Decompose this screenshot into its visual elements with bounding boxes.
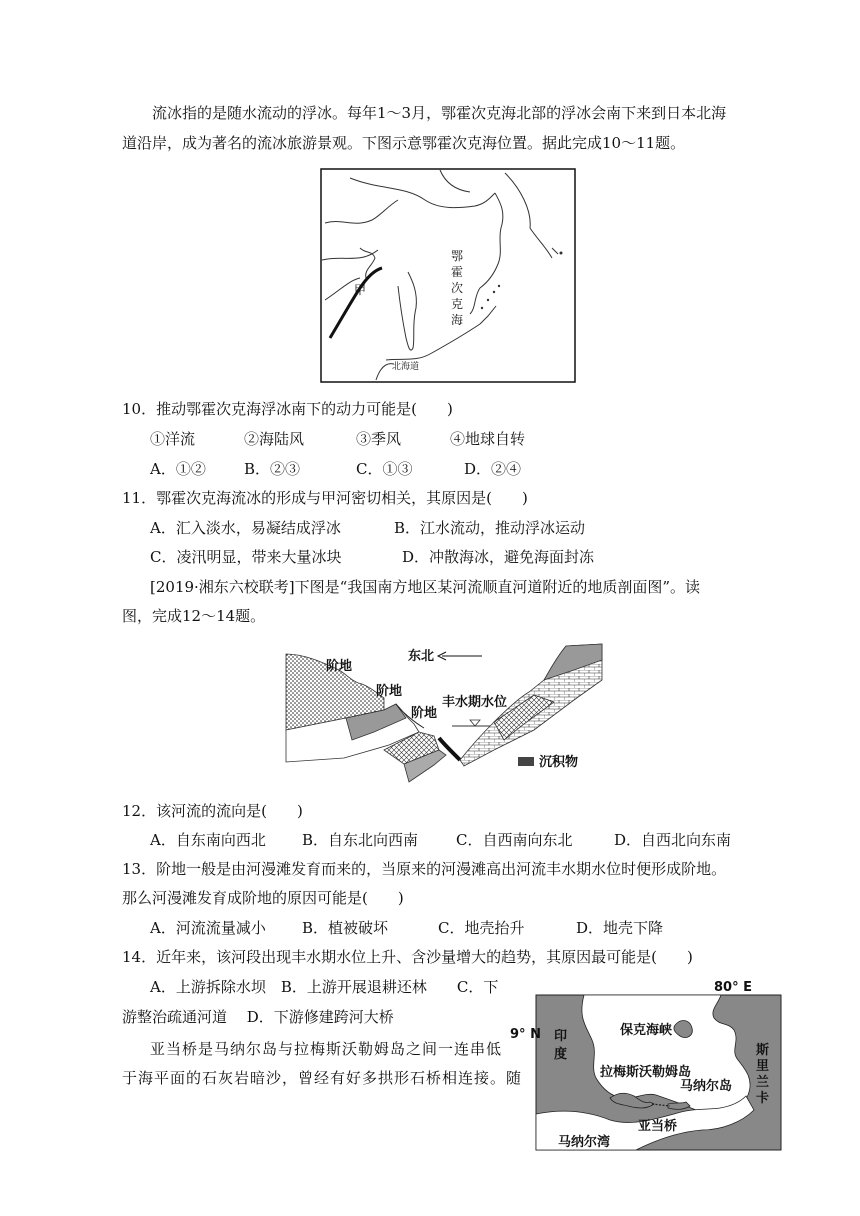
intro-paragraph-line: 流冰指的是随水流动的浮冰。每年1～3月，鄂霍次克海北部的浮冰会南下来到日本北海 bbox=[152, 104, 727, 122]
list-item: ③季风 bbox=[356, 430, 402, 448]
question-stem: 10．推动鄂霍次克海浮冰南下的动力可能是( ) bbox=[122, 400, 453, 418]
intro-paragraph-line: [2019·湘东六校联考]下图是“我国南方地区某河流顺直河道附近的地质剖面图”。读 bbox=[150, 578, 700, 596]
map-label-india: 度 bbox=[554, 1047, 568, 1062]
water-level-label: 丰水期水位 bbox=[442, 695, 508, 710]
question-stem: 11．鄂霍次克海流冰的形成与甲河密切相关，其原因是( ) bbox=[122, 489, 528, 507]
answer-option: B．植被破坏 bbox=[302, 919, 389, 937]
answer-option: A．①② bbox=[150, 460, 206, 478]
answer-option: A．河流流量减小 bbox=[150, 919, 266, 937]
sea-label-char: 克 bbox=[451, 297, 464, 311]
terrace-label: 阶地 bbox=[376, 684, 403, 699]
map-label-gulf: 马纳尔湾 bbox=[558, 1135, 611, 1150]
intro-paragraph-line: 亚当桥是马纳尔岛与拉梅斯沃勒姆岛之间一连串低 bbox=[150, 1040, 503, 1058]
map-label-rameswaram: 拉梅斯沃勒姆岛 bbox=[600, 1065, 692, 1080]
answer-option: B．自东北向西南 bbox=[302, 831, 419, 849]
sea-label-char: 鄂 bbox=[451, 249, 464, 263]
island-label: 北海道 bbox=[392, 362, 420, 372]
map-label-srilanka: 兰 bbox=[756, 1075, 770, 1090]
map-label-bridge: 亚当桥 bbox=[638, 1119, 678, 1134]
answer-option: B．江水流动，推动浮冰运动 bbox=[394, 519, 586, 537]
intro-paragraph-line: 图，完成12～14题。 bbox=[122, 607, 266, 625]
list-item: ①洋流 bbox=[150, 430, 196, 448]
map-label-srilanka: 卡 bbox=[756, 1091, 770, 1106]
answer-option: A．汇入淡水，易凝结成浮冰 bbox=[150, 519, 341, 537]
answer-option: A．自东南向西北 bbox=[150, 831, 266, 849]
list-item: ②海陆风 bbox=[244, 430, 305, 448]
answer-option: D．②④ bbox=[464, 460, 522, 478]
intro-paragraph-line: 于海平面的石灰岩暗沙，曾经有好多拱形石桥相连接。随 bbox=[122, 1069, 523, 1087]
terrace-label: 阶地 bbox=[411, 706, 438, 721]
sea-label-char: 霍 bbox=[451, 265, 464, 279]
map-label-srilanka: 斯 bbox=[756, 1043, 770, 1058]
question-stem: 那么河漫滩发育成阶地的原因可能是( ) bbox=[122, 889, 404, 907]
okhotsk-map bbox=[320, 168, 576, 383]
longitude-label: 80° E bbox=[714, 980, 752, 995]
map-label-india: 印 bbox=[554, 1029, 568, 1044]
geological-profile bbox=[284, 640, 604, 785]
answer-option: B．②③ bbox=[244, 460, 301, 478]
answer-option: C．①③ bbox=[356, 460, 413, 478]
answer-option: 游整治疏通河道 D．下游修建跨河大桥 bbox=[122, 1008, 394, 1026]
adams-bridge-map bbox=[506, 980, 796, 1152]
river-label: 甲 bbox=[354, 283, 367, 297]
intro-paragraph-line: 道沿岸，成为著名的流冰旅游景观。下图示意鄂霍次克海位置。据此完成10～11题。 bbox=[122, 134, 686, 152]
map-label-mannar: 马纳尔岛 bbox=[680, 1079, 733, 1094]
question-stem: 14．近年来，该河段出现丰水期水位上升、含沙量增大的趋势，其原因最可能是( ) bbox=[122, 948, 693, 966]
answer-option: D．冲散海冰，避免海面封冻 bbox=[402, 548, 595, 566]
sea-label-char: 次 bbox=[451, 281, 464, 295]
answer-option: D．地壳下降 bbox=[576, 919, 664, 937]
answer-option: D．自西北向东南 bbox=[614, 831, 732, 849]
direction-label: 东北 bbox=[408, 649, 435, 664]
answer-option: C．凌汛明显，带来大量冰块 bbox=[150, 548, 342, 566]
list-item: ④地球自转 bbox=[450, 430, 526, 448]
question-stem: 13．阶地一般是由河漫滩发育而来的，当原来的河漫滩高出河流丰水期水位时便形成阶地。 bbox=[122, 860, 727, 878]
latitude-label: 9° N bbox=[510, 1027, 541, 1042]
terrace-label: 阶地 bbox=[326, 659, 353, 674]
question-stem: 12．该河流的流向是( ) bbox=[122, 802, 303, 820]
map-label-strait: 保克海峡 bbox=[620, 1023, 673, 1038]
answer-option: C．地壳抬升 bbox=[438, 919, 525, 937]
map-label-srilanka: 里 bbox=[756, 1059, 770, 1074]
answer-option: C．自西南向东北 bbox=[456, 831, 573, 849]
legend-label: 沉积物 bbox=[539, 755, 579, 770]
answer-option: A．上游拆除水坝 B．上游开展退耕还林 C．下 bbox=[150, 978, 499, 996]
sea-label-char: 海 bbox=[451, 313, 464, 327]
